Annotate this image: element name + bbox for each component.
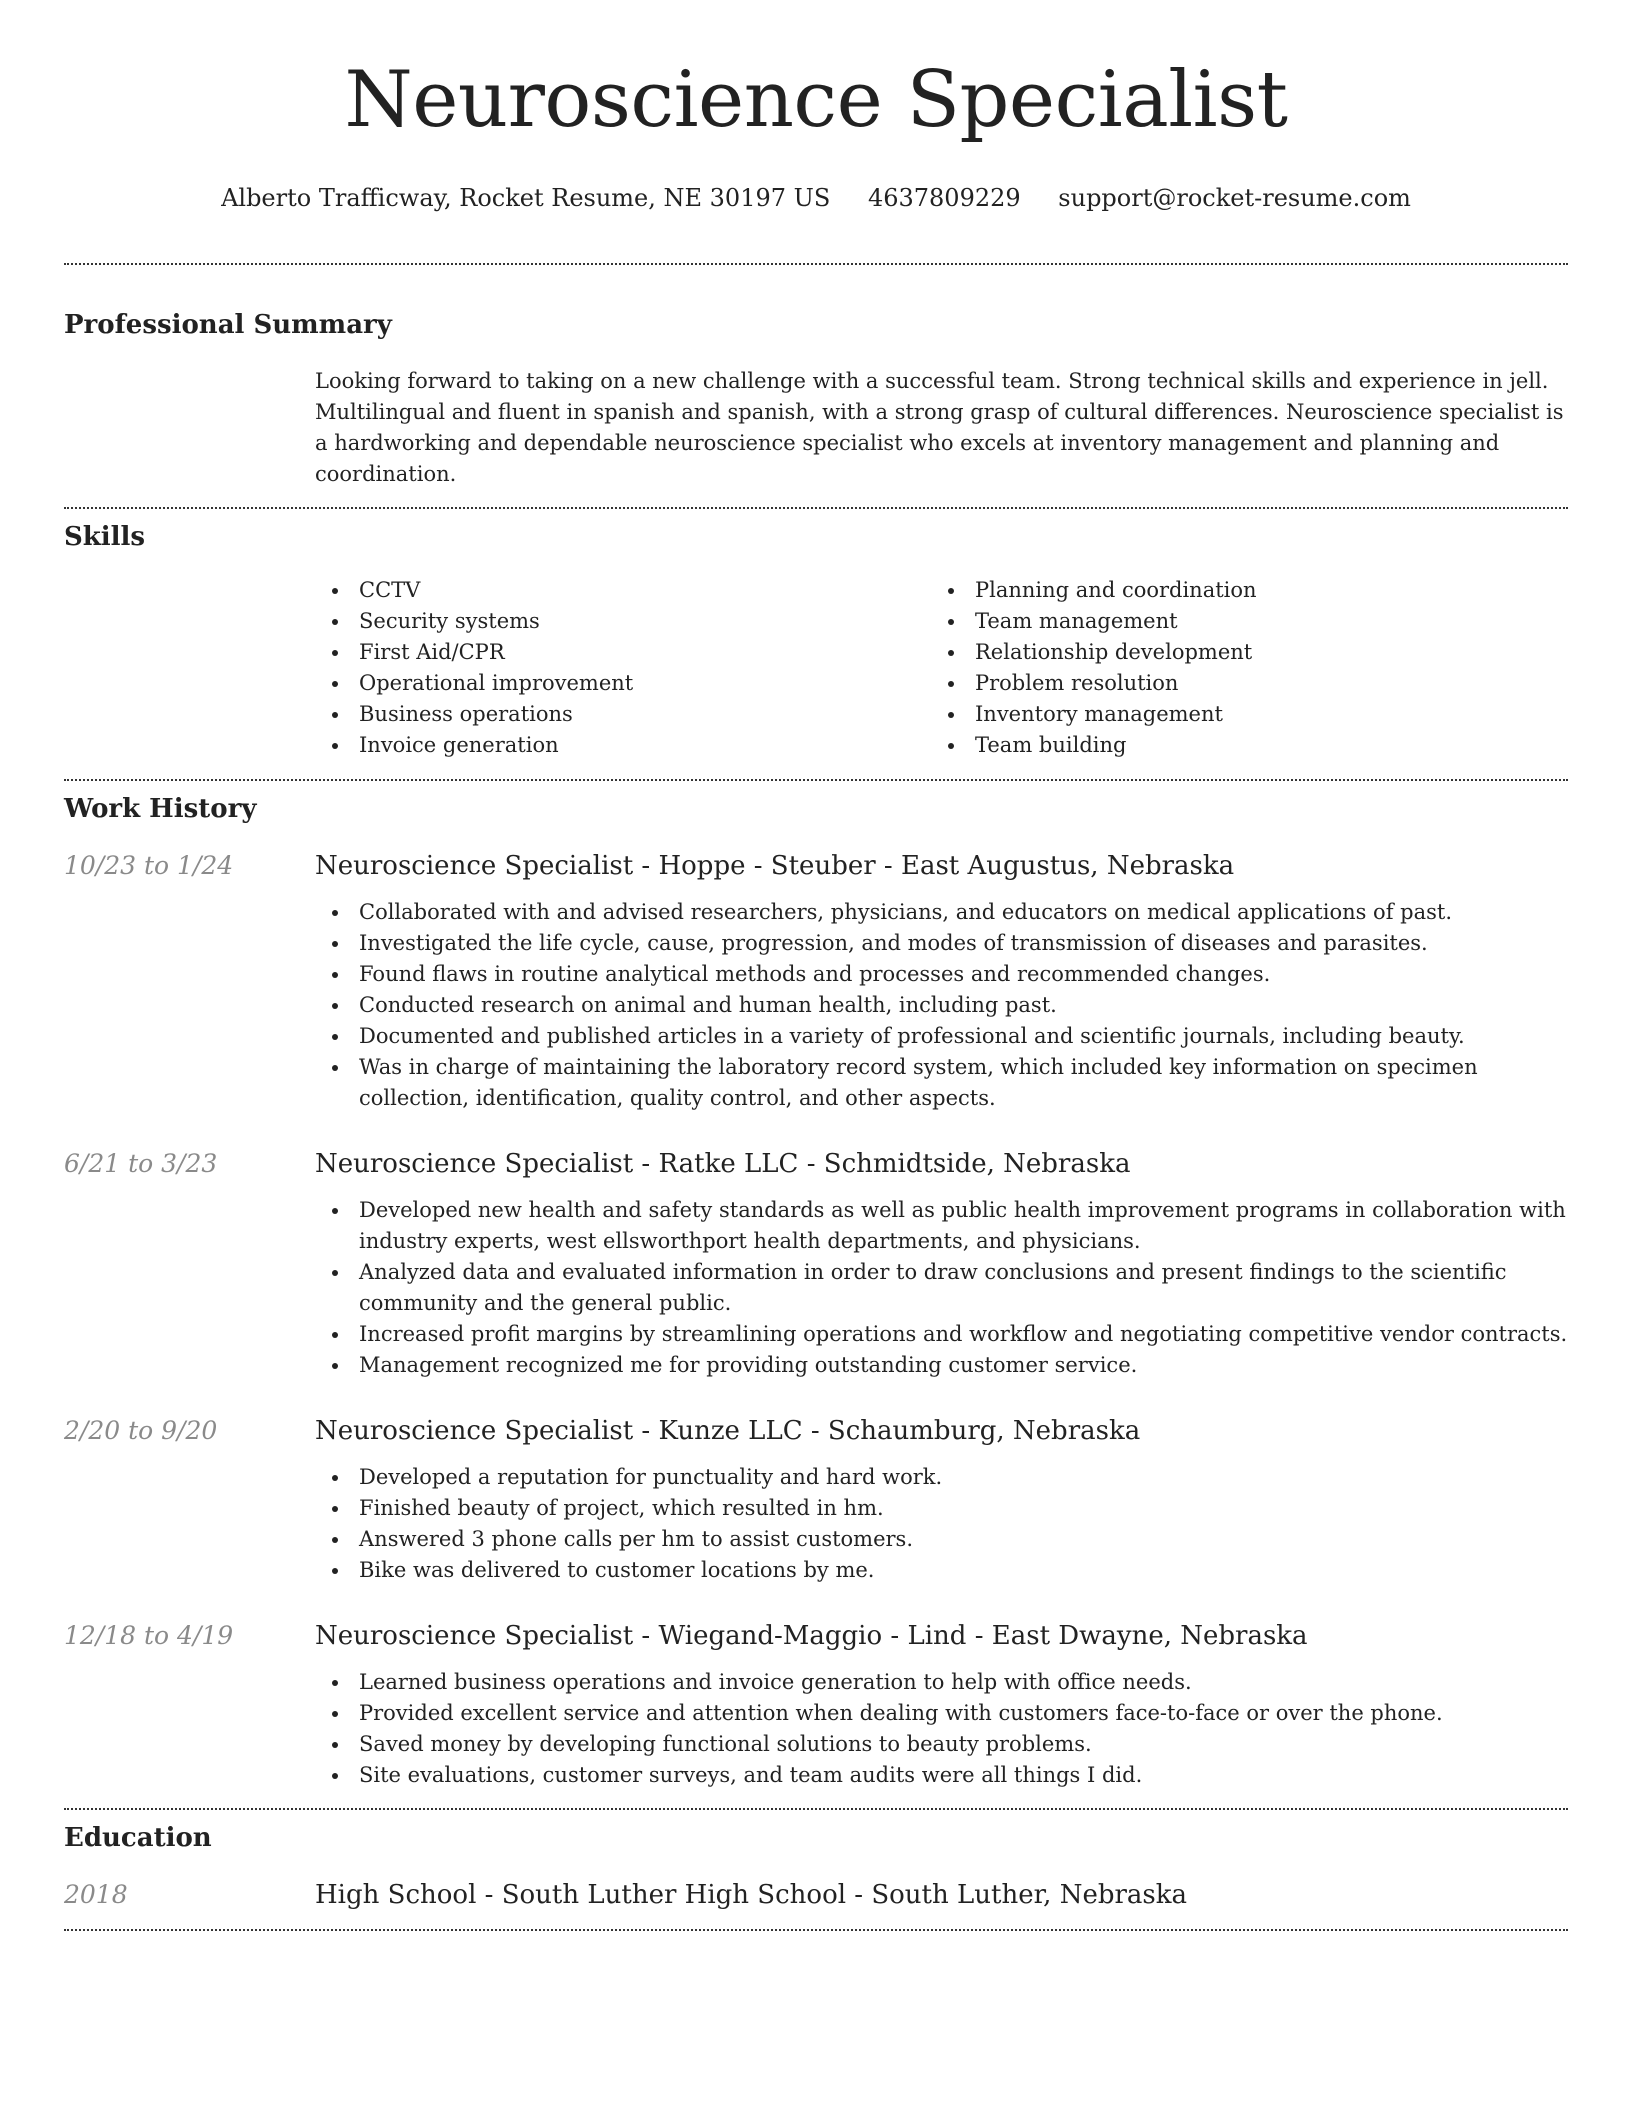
skill-item: Problem resolution (931, 668, 1547, 699)
skill-item: Security systems (315, 606, 931, 637)
job-title: Neuroscience Specialist - Hoppe - Steuber - East Augustus, Nebraska (315, 851, 1235, 881)
divider (64, 263, 1568, 265)
skills-column-right (931, 575, 1547, 761)
job-bullet: Saved money by developing functional solutions to beauty problems. (315, 1729, 1568, 1760)
work-history-heading: Work History (64, 794, 257, 824)
job-entry (64, 849, 1568, 883)
skills-heading: Skills (64, 522, 146, 552)
education-section (64, 1821, 1568, 1912)
job-dates: 2/20 to 9/20 (64, 1416, 218, 1445)
job-title: Neuroscience Specialist - Kunze LLC - Schaumburg, Nebraska (315, 1416, 1141, 1446)
divider (64, 779, 1568, 781)
job-entry (64, 1414, 1568, 1448)
skill-item: CCTV (315, 575, 931, 606)
education-entry (64, 1878, 1568, 1912)
resume-name: Neuroscience Specialist (344, 55, 1288, 145)
job-bullet: Found flaws in routine analytical methods and processes and recommended changes. (315, 959, 1568, 990)
skill-item: Team building (931, 730, 1547, 761)
job-bullet: Was in charge of maintaining the laboratory record system, which included key information on specimen collection, identification, quality control, and other aspects. (315, 1052, 1568, 1114)
job-bullet: Finished beauty of project, which resulted in hm. (315, 1493, 1568, 1524)
summary-heading: Professional Summary (64, 310, 392, 340)
skill-item: Team management (931, 606, 1547, 637)
skill-item: Relationship development (931, 637, 1547, 668)
job-bullet: Analyzed data and evaluated information in order to draw conclusions and present findings to the scientific community and the general public. (315, 1257, 1568, 1319)
contact-address: Alberto Trafficway, Rocket Resume, NE 30197 US (221, 184, 831, 212)
job-bullet: Provided excellent service and attention when dealing with customers face-to-face or over the phone. (315, 1698, 1568, 1729)
job-bullet: Management recognized me for providing outstanding customer service. (315, 1350, 1568, 1381)
summary-section (64, 308, 1568, 490)
job-bullet: Conducted research on animal and human health, including past. (315, 990, 1568, 1021)
job-title: Neuroscience Specialist - Ratke LLC - Schmidtside, Nebraska (315, 1149, 1131, 1179)
job-bullet: Collaborated with and advised researchers, physicians, and educators on medical applications of past. (315, 897, 1568, 928)
job-bullet: Site evaluations, customer surveys, and team audits were all things I did. (315, 1760, 1568, 1791)
job-title: Neuroscience Specialist - Wiegand-Maggio - Lind - East Dwayne, Nebraska (315, 1621, 1308, 1651)
education-year: 2018 (64, 1880, 128, 1909)
contact-phone: 4637809229 (867, 184, 1021, 212)
job-bullet: Investigated the life cycle, cause, progression, and modes of transmission of diseases and parasites. (315, 928, 1568, 959)
skills-grid (315, 575, 1568, 761)
job-bullets (315, 1195, 1568, 1381)
skill-item: Operational improvement (315, 668, 931, 699)
education-title: High School - South Luther High School - South Luther, Nebraska (315, 1880, 1188, 1910)
job-bullet: Learned business operations and invoice generation to help with office needs. (315, 1667, 1568, 1698)
job-entry (64, 1147, 1568, 1181)
divider (64, 1808, 1568, 1810)
divider (64, 1929, 1568, 1931)
job-bullet: Documented and published articles in a variety of professional and scientific journals, including beauty. (315, 1021, 1568, 1052)
skills-section (64, 520, 1568, 761)
job-dates: 6/21 to 3/23 (64, 1149, 218, 1178)
divider (64, 507, 1568, 509)
job-bullet: Increased profit margins by streamlining operations and workflow and negotiating competitive vendor contracts. (315, 1319, 1568, 1350)
skill-item: Invoice generation (315, 730, 931, 761)
skills-column-left (315, 575, 931, 761)
skill-item: Planning and coordination (931, 575, 1547, 606)
skill-item: First Aid/CPR (315, 637, 931, 668)
job-entry (64, 1619, 1568, 1653)
job-bullets (315, 1462, 1568, 1586)
job-bullet: Bike was delivered to customer locations by me. (315, 1555, 1568, 1586)
job-bullets (315, 897, 1568, 1114)
job-bullets (315, 1667, 1568, 1791)
job-bullet: Developed new health and safety standards as well as public health improvement programs in collaboration with industry experts, west ellsworthport health departments, and physicians. (315, 1195, 1568, 1257)
summary-text: Looking forward to taking on a new challenge with a successful team. Strong technical skills and experience in jell. Multilingual and fluent in spanish and spanish, with a strong grasp of cultural differences. Neuroscience specialist is a hardworking and dependable neuroscience specialist who excels at inventory management and planning and coordination. (315, 369, 1564, 486)
job-bullet: Developed a reputation for punctuality and hard work. (315, 1462, 1568, 1493)
job-dates: 12/18 to 4/19 (64, 1621, 234, 1650)
skill-item: Inventory management (931, 699, 1547, 730)
job-bullet: Answered 3 phone calls per hm to assist customers. (315, 1524, 1568, 1555)
skill-item: Business operations (315, 699, 931, 730)
job-dates: 10/23 to 1/24 (64, 851, 234, 880)
work-history-section (64, 792, 1568, 1791)
education-heading: Education (64, 1823, 212, 1853)
contact-email: support@rocket-resume.com (1058, 184, 1411, 212)
contact-line (64, 182, 1568, 214)
